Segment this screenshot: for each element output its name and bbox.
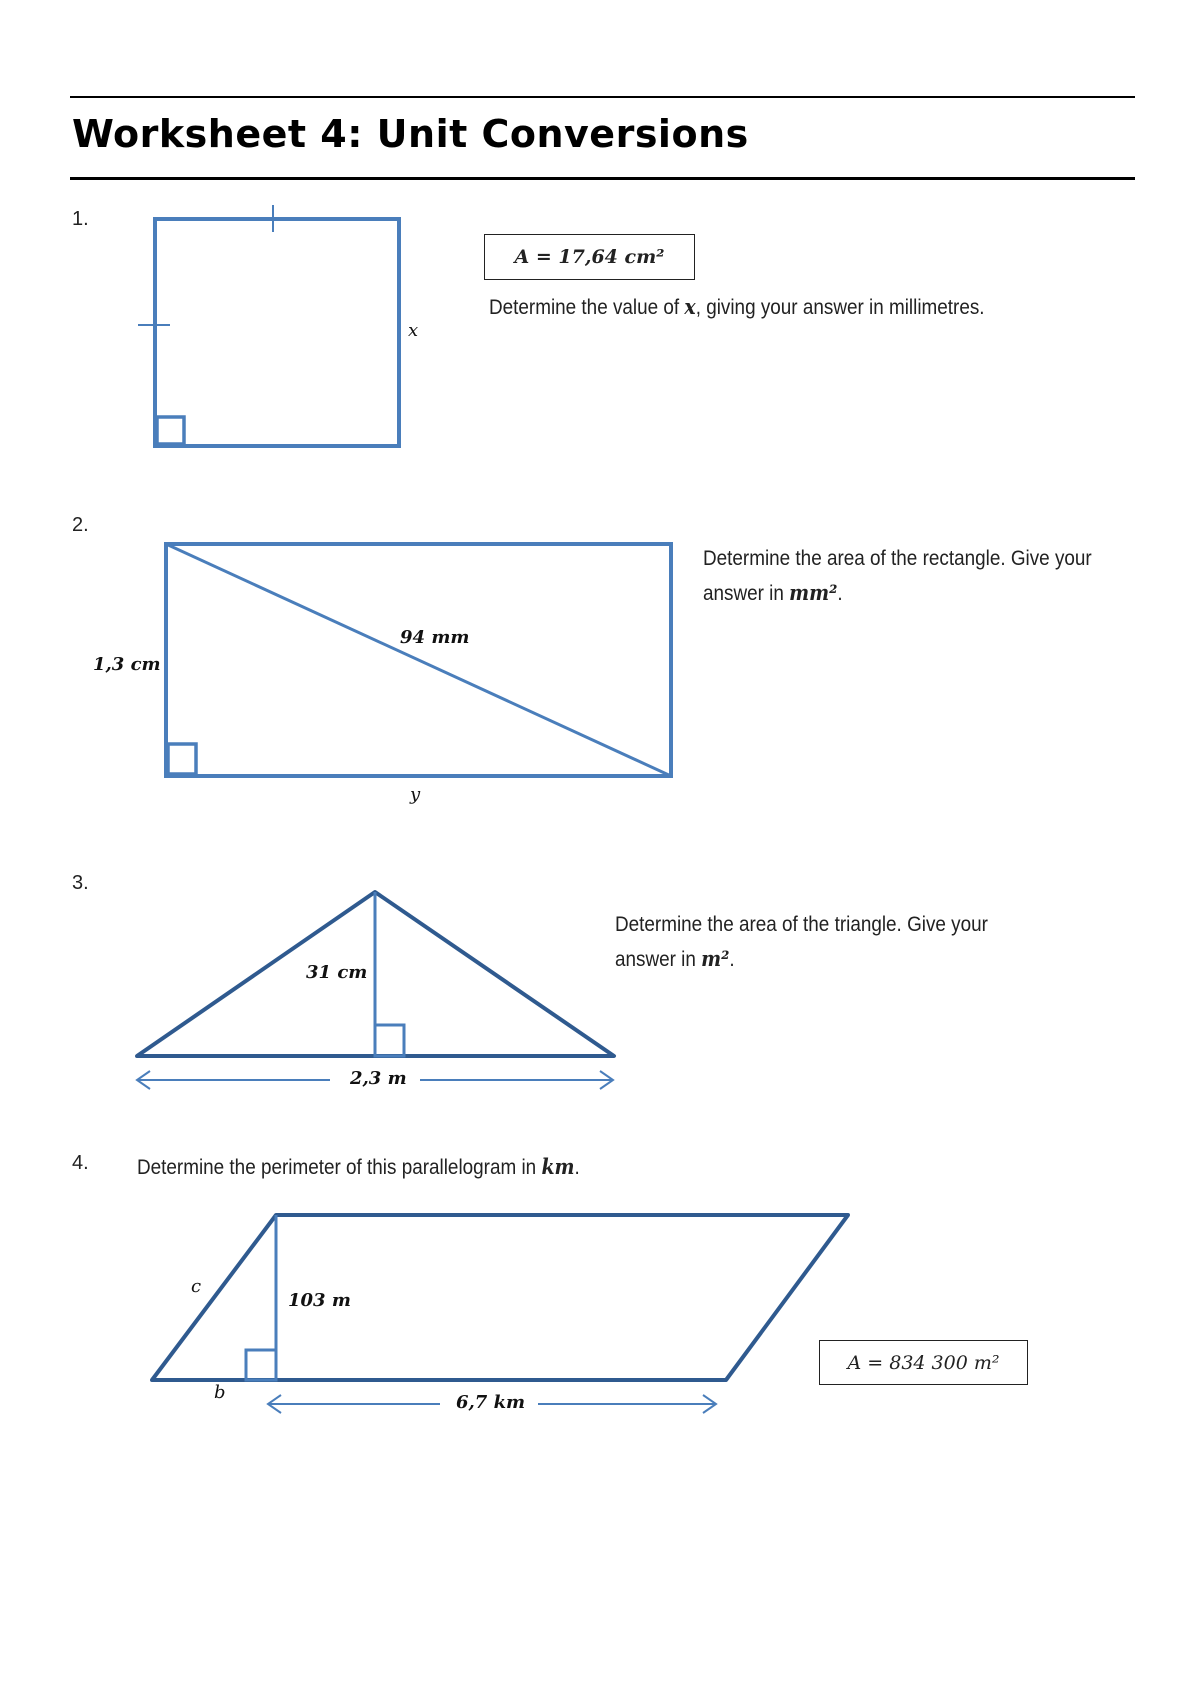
q2-instruction-unit: mm² (789, 580, 838, 605)
q1-square-figure (138, 205, 399, 446)
q3-instruction-line1: Determine the area of the triangle. Give your (615, 913, 988, 936)
q4-instruction (137, 1150, 767, 1185)
q3-instruction-line2-post: . (729, 948, 735, 971)
q3-right-angle (375, 1025, 404, 1056)
q2-instruction-line2-pre: answer in (703, 582, 790, 605)
q1-side-label: x (408, 320, 419, 341)
q4-area-box: A = 834 300 m² (819, 1340, 1028, 1385)
q3-instruction (615, 908, 1029, 977)
q1-instruction (489, 290, 1029, 325)
q3-number: 3. (72, 872, 89, 894)
q2-instruction-line2 (703, 576, 1117, 611)
q3-triangle-figure (137, 892, 614, 1089)
q2-instruction-line2-post: . (837, 582, 843, 605)
q1-instruction-var: x (684, 294, 696, 319)
q3-height-label: 31 cm (306, 962, 368, 983)
q4-instruction-unit: km (541, 1154, 575, 1179)
q3-instruction-unit: m² (701, 946, 730, 971)
q2-instruction (703, 542, 1117, 611)
q2-right-angle (168, 744, 196, 774)
q3-instruction-line2 (615, 942, 1029, 977)
q2-diagonal-label: 94 mm (400, 627, 470, 648)
q1-number: 1. (72, 208, 89, 230)
q1-area-box: A = 17,64 cm² (484, 234, 695, 280)
q4-side-label: c (191, 1276, 202, 1297)
page-title: Worksheet 4: Unit Conversions (72, 112, 749, 156)
q2-diagonal (166, 544, 671, 776)
q4-offset-label: b (214, 1382, 226, 1403)
q4-number: 4. (72, 1152, 89, 1174)
q3-base-label: 2,3 m (350, 1068, 407, 1089)
q4-instruction-pre: Determine the perimeter of this parallelogram in (137, 1156, 542, 1179)
q1-instruction-post: , giving your answer in millimetres. (695, 296, 985, 319)
q4-height-label: 103 m (288, 1290, 351, 1311)
q4-instruction-post: . (574, 1156, 580, 1179)
q1-instruction-pre: Determine the value of (489, 296, 685, 319)
q4-parallelogram (152, 1215, 848, 1380)
q3-instruction-line2-pre: answer in (615, 948, 702, 971)
q4-parallelogram-figure (152, 1215, 848, 1413)
q4-base-label: 6,7 km (456, 1392, 526, 1413)
q2-number: 2. (72, 514, 89, 536)
q2-rectangle-figure (166, 544, 671, 776)
q2-width-label: y (410, 784, 421, 805)
q2-instruction-line1: Determine the area of the rectangle. Give your (703, 547, 1092, 570)
q1-square (155, 219, 399, 446)
q2-height-label: 1,3 cm (93, 654, 161, 675)
q4-right-angle (246, 1350, 276, 1380)
q1-right-angle (157, 417, 184, 444)
